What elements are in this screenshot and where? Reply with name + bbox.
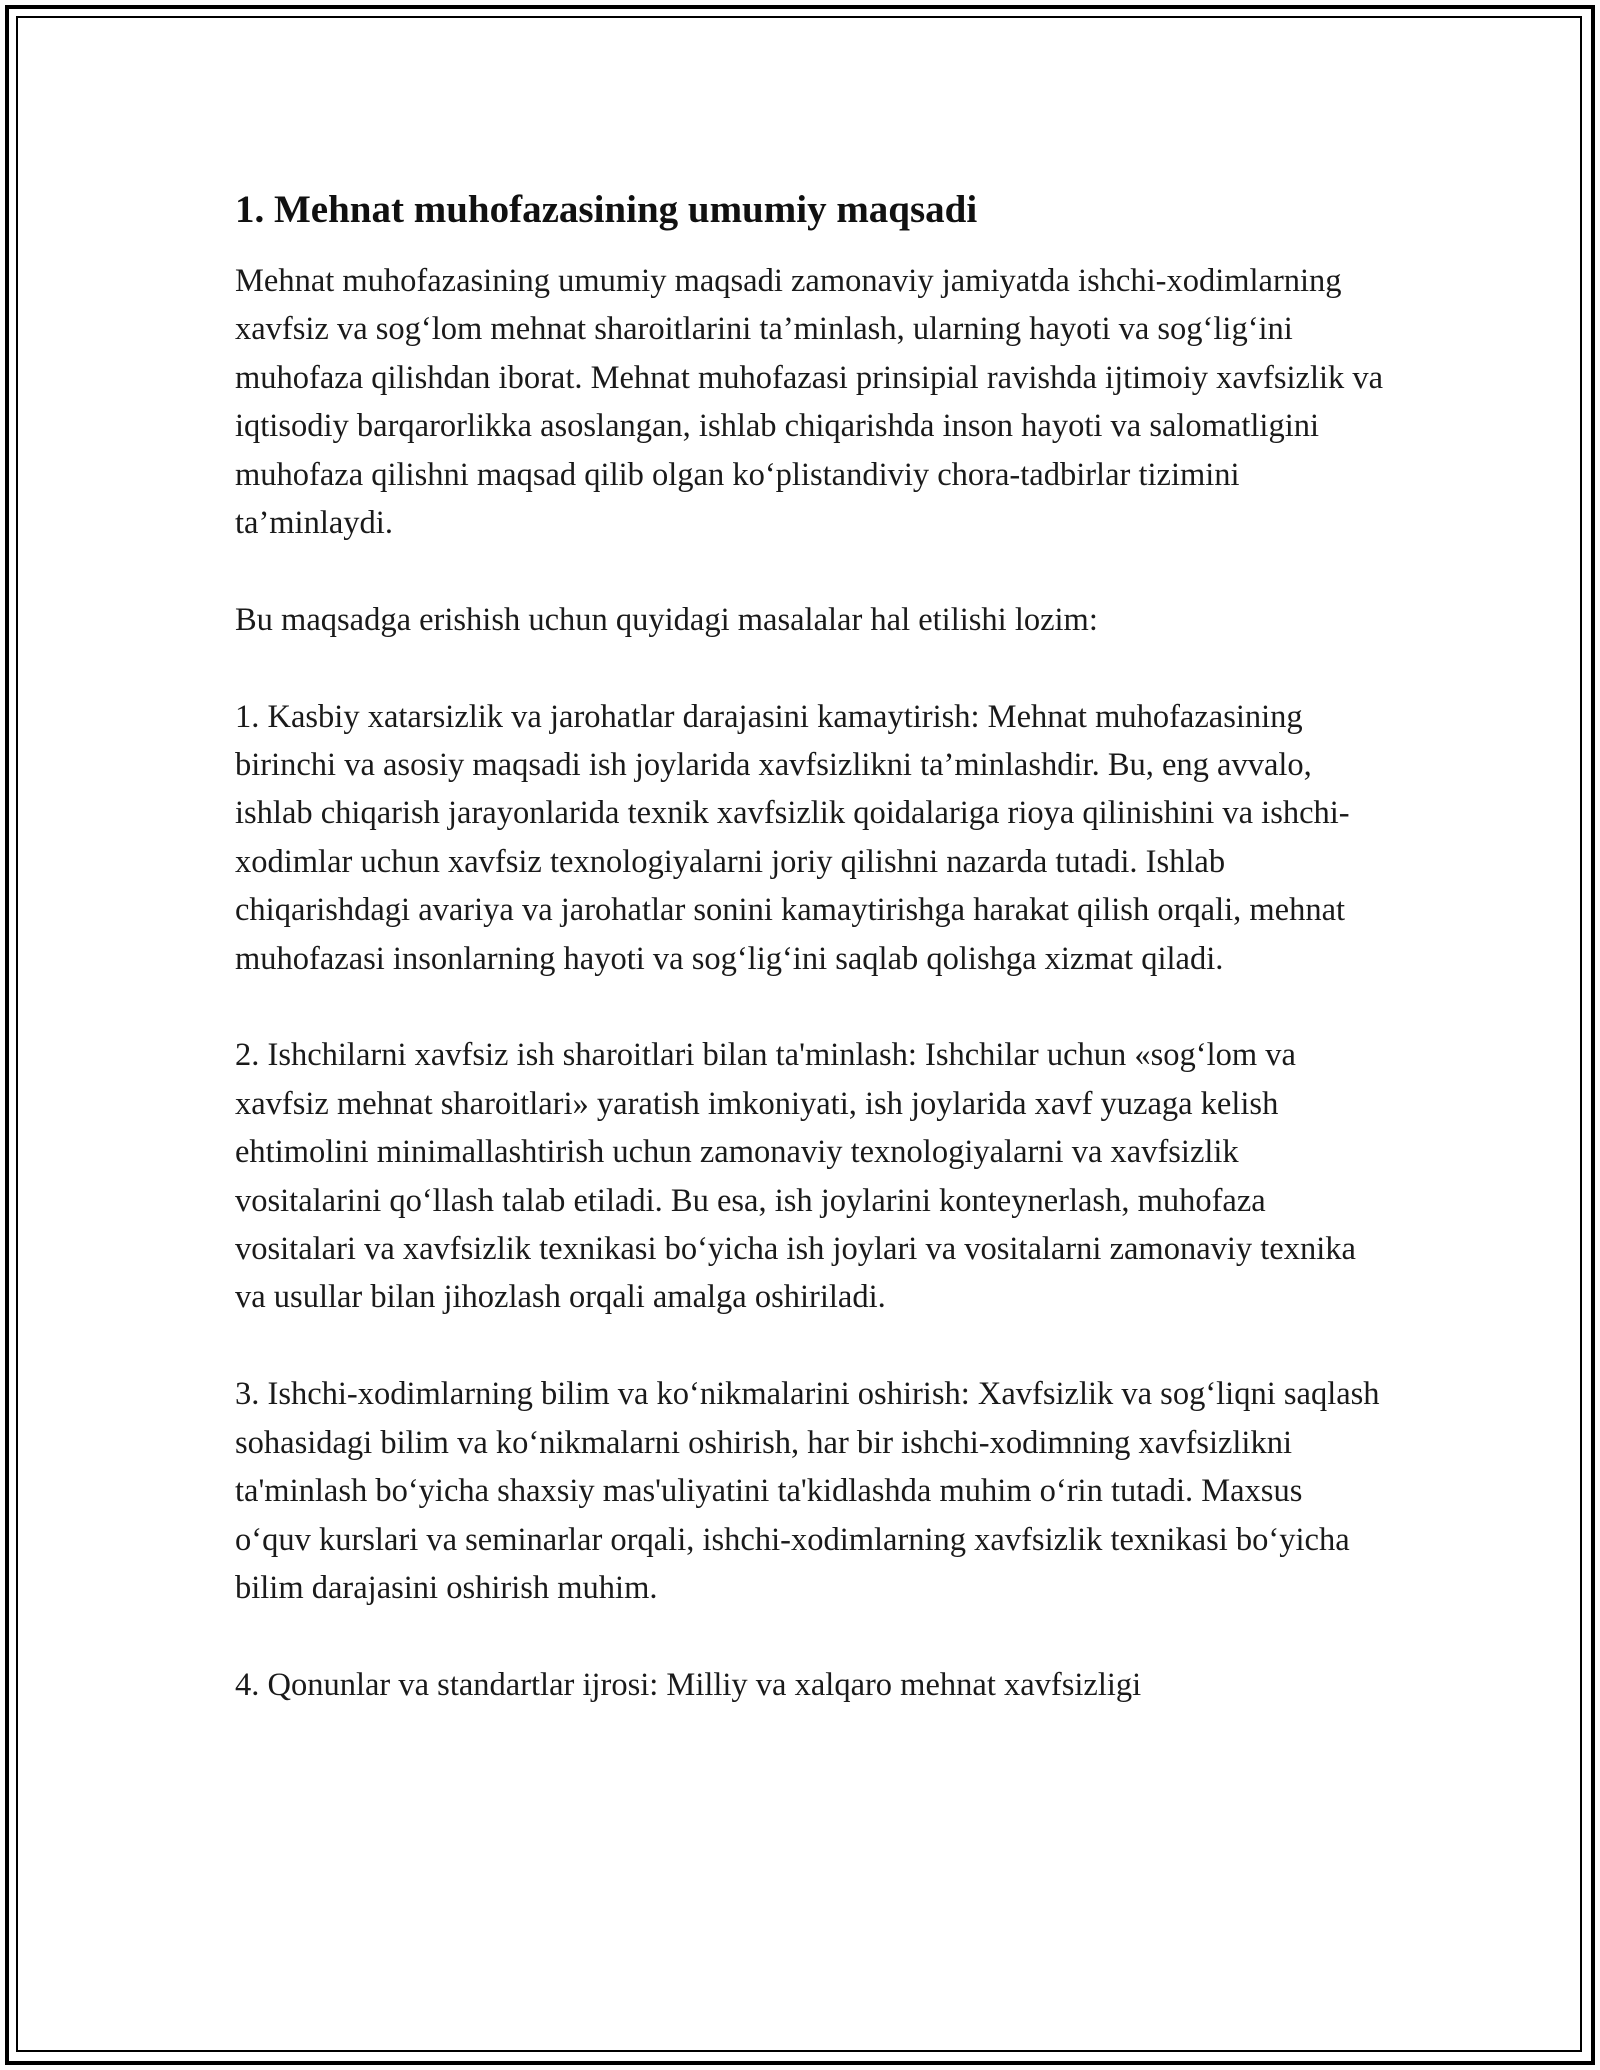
- document-body: [235, 185, 1385, 1758]
- paragraph-item-4: 4. Qonunlar va standartlar ijrosi: Milliy va xalqaro mehnat xavfsizligi: [235, 1666, 1142, 1703]
- paragraph-intro: Mehnat muhofazasining umumiy maqsadi zamonaviy jamiyatda ishchi-xodimlarning xavfsiz va sog‘lom mehnat sharoitlarini ta’minlash, ularning hayoti va sog‘lig‘ini muhofaza qilishdan iborat. Mehnat muhofazasi prinsipial ravishda ijtimoiy xavfsizlik va iqtisodiy barqarorlikka asoslangan, ishlab chiqarishda inson hayoti va salomatligini muhofaza qilishni maqsad qilib olgan ko‘plistandiviy chora-tadbirlar tizimini ta’minlaydi.: [235, 263, 1384, 542]
- paragraph-item-1: 1. Kasbiy xatarsizlik va jarohatlar darajasini kamaytirish: Mehnat muhofazasining birinchi va asosiy maqsadi ish joylarida xavfsizlikni ta’minlashdir. Bu, eng avvalo, ishlab chiqarish jarayonlarida texnik xavfsizlik qoidalariga rioya qilinishini va ishchi-xodimlar uchun xavfsiz texnologiyalarni joriy qilishni nazarda tutadi. Ishlab chiqarishdagi avariya va jarohatlar sonini kamaytirishga harakat qilish orqali, mehnat muhofazasi insonlarning hayoti va sog‘lig‘ini saqlab qolishga xizmat qiladi.: [235, 698, 1350, 977]
- paragraph-lead-in: Bu maqsadga erishish uchun quyidagi masalalar hal etilishi lozim:: [235, 601, 1098, 638]
- paragraph-item-2: 2. Ishchilarni xavfsiz ish sharoitlari bilan ta'minlash: Ishchilar uchun «sog‘lom va xavfsiz mehnat sharoitlari» yaratish imkoniyati, ish joylarida xavf yuzaga kelish ehtimolini minimallashtirish uchun zamonaviy texnologiyalarni va xavfsizlik vositalarini qo‘llash talab etiladi. Bu esa, ish joylarini konteynerlash, muhofaza vositalari va xavfsizlik texnikasi bo‘yicha ish joylari va vositalarni zamonaviy texnika va usullar bilan jihozlash orqali amalga oshiriladi.: [235, 1037, 1356, 1316]
- section-heading: 1. Mehnat muhofazasining umumiy maqsadi: [235, 188, 978, 231]
- paragraph-item-3: 3. Ishchi-xodimlarning bilim va ko‘nikmalarini oshirish: Xavfsizlik va sog‘liqni saqlash sohasidagi bilim va ko‘nikmalarni oshirish, har bir ishchi-xodimning xavfsizlikni ta'minlash bo‘yicha shaxsiy mas'uliyatini ta'kidlashda muhim o‘rin tutadi. Maxsus o‘quv kurslari va seminarlar orqali, ishchi-xodimlarning xavfsizlik texnikasi bo‘yicha bilim darajasini oshirish muhim.: [235, 1376, 1380, 1606]
